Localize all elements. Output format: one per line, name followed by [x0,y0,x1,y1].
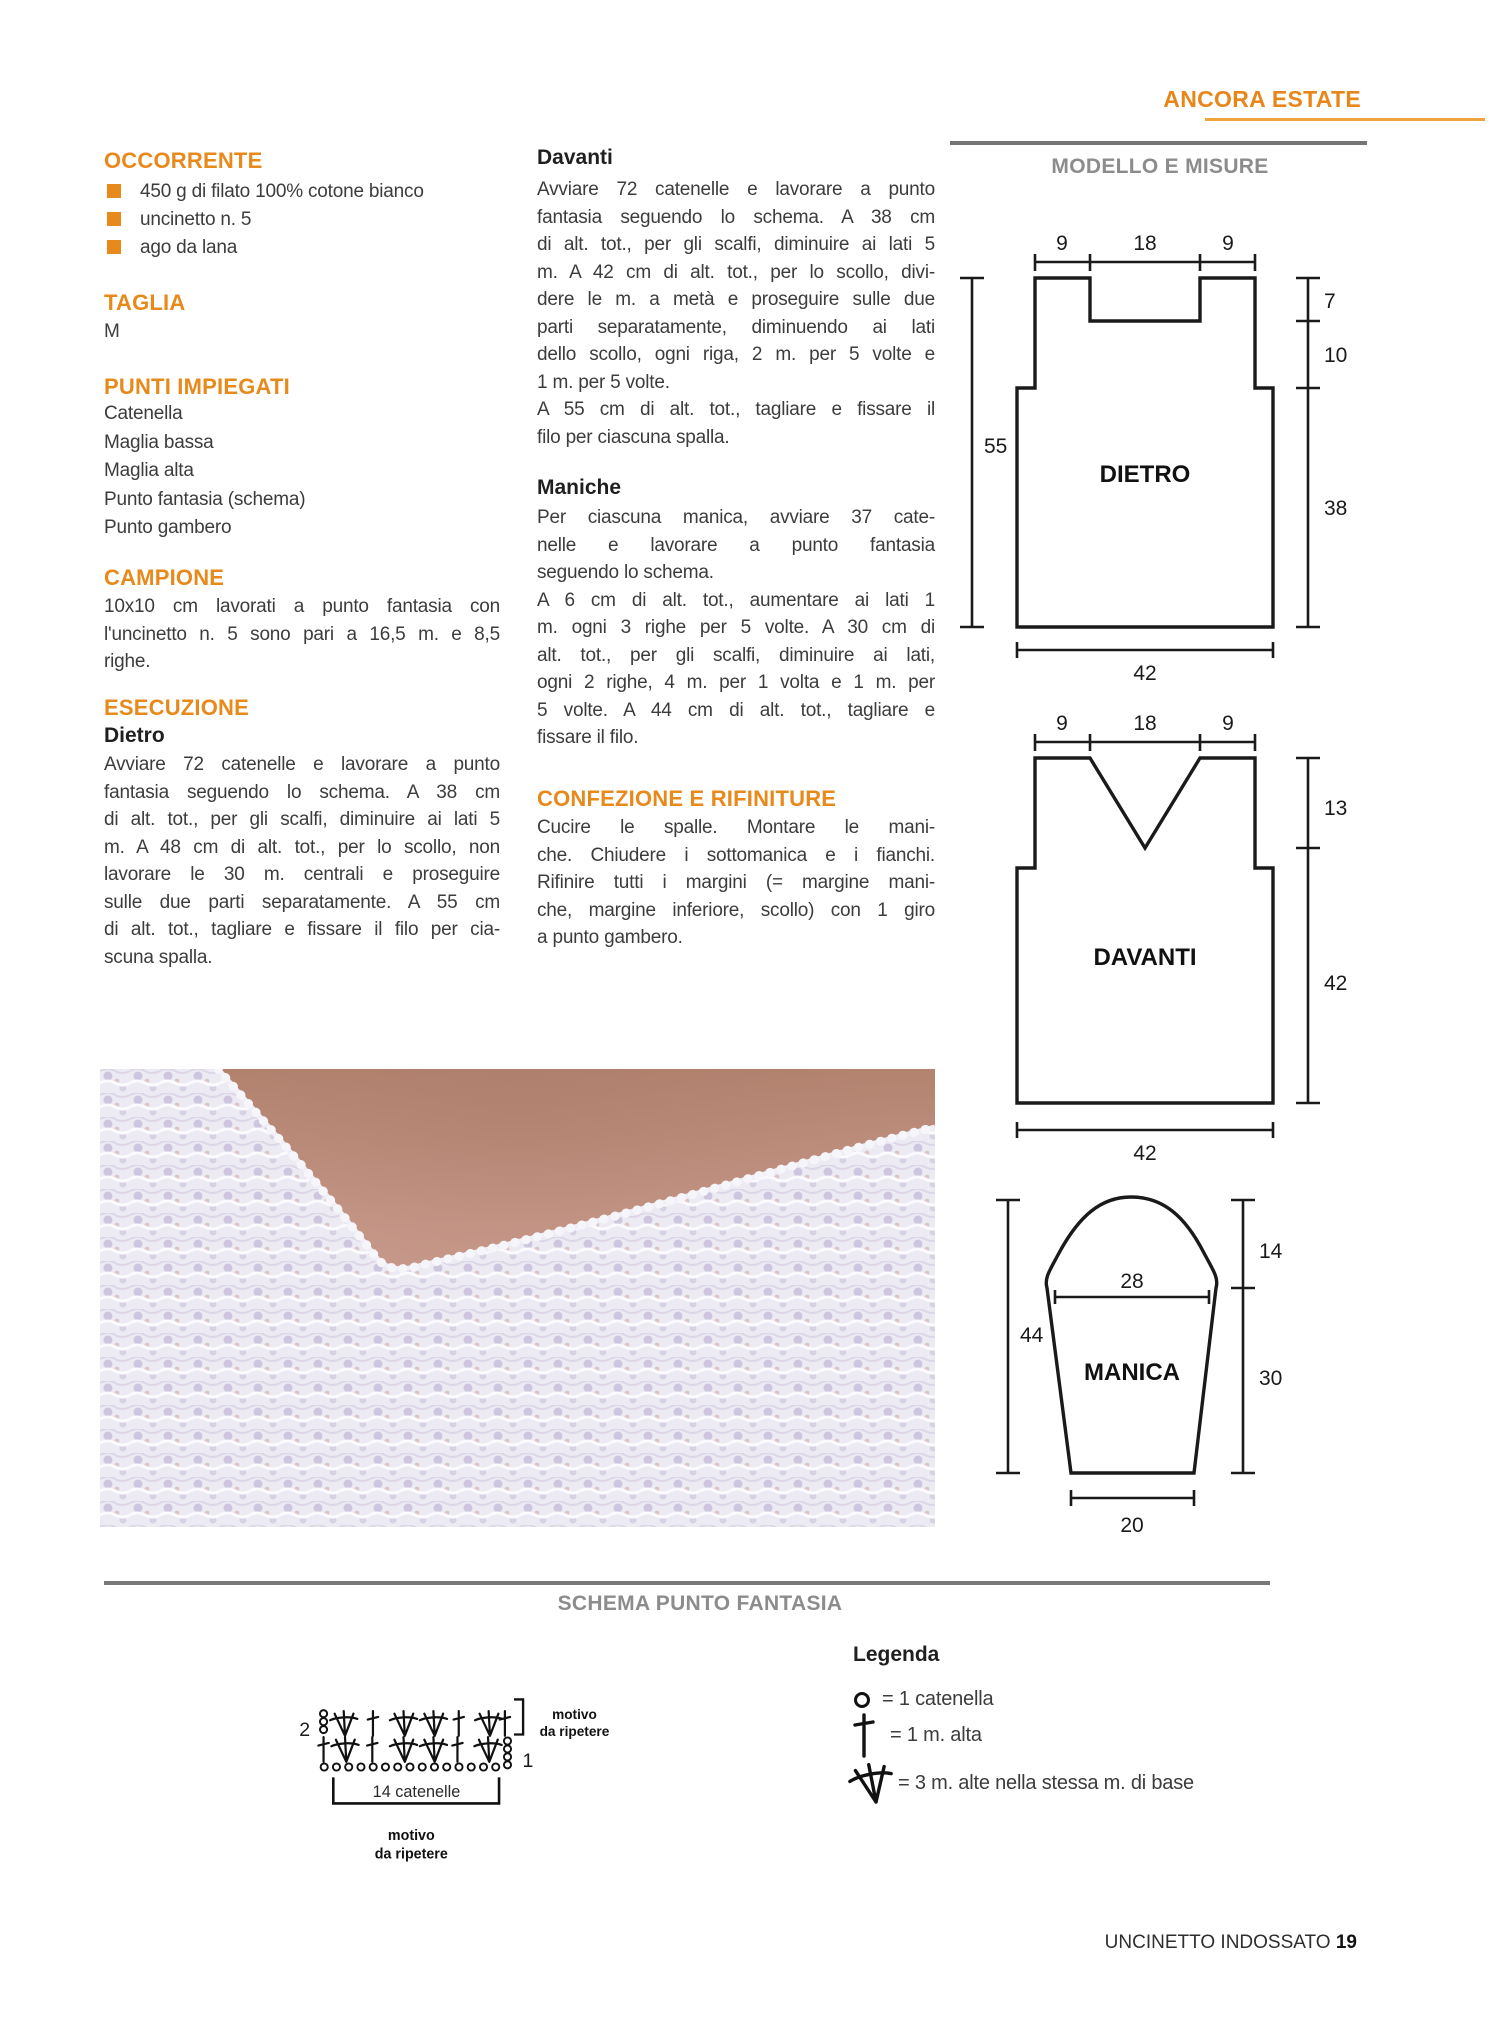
bullet-square-icon [107,184,121,198]
legend-text-treble: = 1 m. alta [890,1723,982,1746]
chain-symbol [406,1763,413,1770]
fan-symbol [390,1737,417,1762]
list-item [107,234,507,262]
list-item-label: Catenella [104,403,183,424]
page-kicker: ANCORA ESTATE [1163,86,1361,112]
list-item-label: Maglia alta [104,460,194,482]
text-line: 1 m. per 5 volte. [537,371,670,393]
schema-title: SCHEMA PUNTO FANTASIA [557,1592,843,1615]
text-line: Per ciascuna manica, avviare 37 cate- [537,507,935,528]
text-line: righe. [104,651,151,672]
fan-symbol [420,1711,447,1736]
text-line: A 6 cm di alt. tot., aumentare ai lati 1 [537,589,935,611]
fan-symbol [474,1737,501,1762]
text-line: dere le m. a metà e proseguire sulle due [537,289,935,310]
foundation-label: 14 catenelle [372,1782,461,1801]
text-line: alt. tot., per gli scalfi, diminuire ai lati, [537,644,935,666]
garment-schematics [940,130,1500,1560]
stitch-chart [280,1620,800,1940]
legend-item-chain [851,1688,993,1711]
dc-symbol [500,1711,510,1736]
fan-symbol [330,1711,357,1736]
chain-symbol [345,1763,352,1770]
dietro-dim-height: 55 [984,435,1008,458]
crochet-neckline-photo [100,1069,935,1527]
dc-symbol [368,1711,378,1736]
turning-chain-symbol [504,1761,511,1768]
heading-punti-impiegati: PUNTI IMPIEGATI [104,374,290,399]
chain-symbol [394,1763,401,1770]
turning-chain-symbol [320,1710,327,1717]
text-line: filo per ciascuna spalla. [537,426,730,448]
heading-campione: CAMPIONE [104,565,225,590]
dietro-dim-neckdrop: 7 [1324,290,1336,313]
text-line: fantasia seguendo lo schema. A 38 cm [537,206,935,228]
text-line: 10x10 cm lavorati a punto fantasia con [104,596,500,617]
dietro-measure-lines [960,254,1320,658]
text-line: a punto gambero. [537,927,683,948]
chain-icon [851,1689,873,1711]
dietro-outline [1017,278,1273,627]
davanti-dim-body: 42 [1324,972,1348,995]
list-item [104,400,500,429]
text-line: sulle due parti separatamente. A 55 cm [104,891,500,913]
list-item [104,457,500,486]
subheading-dietro: Dietro [104,724,165,747]
davanti-dim-shoulder-left: 9 [1056,712,1068,735]
text-line: lavorare le 30 m. centrali e proseguire [104,864,500,885]
dc-symbol [318,1737,328,1762]
list-item [104,514,500,543]
manica-dim-under: 30 [1259,1367,1283,1390]
text-line: ogni 2 righe, 4 m. per 1 volta e 1 m. per [537,672,935,693]
text-line: che. Chiudere i sottomanica e i fianchi. [537,844,935,866]
chain-symbol [419,1763,426,1770]
heading-confezione: CONFEZIONE E RIFINITURE [537,786,837,811]
text-line: che, margine inferiore, scollo) con 1 giro [537,899,935,921]
dietro-dim-yoke: 10 [1324,344,1348,367]
repeat-bracket [514,1699,523,1734]
text-line: m. ogni 3 righe per 5 volte. A 30 cm di [537,617,935,638]
repeat-bottom-line1: motivo [387,1827,435,1844]
text-line: Avviare 72 catenelle e lavorare a punto [537,179,935,200]
subheading-davanti: Davanti [537,146,613,169]
confezione-paragraph [537,814,935,952]
list-item-label: Punto gambero [104,517,232,539]
dietro-label: DIETRO [1099,461,1191,488]
text-line: nelle e lavorare a punto fantasia [537,534,935,556]
chain-symbol [333,1763,340,1770]
text-line: di alt. tot., per gli scalfi, diminuire ai lati 5 [104,809,500,830]
dietro-dim-shoulder-left: 9 [1056,232,1068,255]
fan-symbol [475,1711,502,1736]
bullet-square-icon [107,212,121,226]
list-item-label: uncinetto n. 5 [140,209,252,230]
manica-dim-height: 44 [1020,1324,1044,1347]
occorrente-list [107,178,507,262]
text-line: dello scollo, ogni riga, 2 m. per 5 volte e [537,344,935,365]
treble-icon [849,1712,879,1758]
davanti-label: DAVANTI [1093,944,1197,971]
turning-chain-symbol [504,1737,511,1744]
repeat-side-line2: da ripetere [539,1723,610,1739]
heading-taglia: TAGLIA [104,290,186,315]
heading-occorrente: OCCORRENTE [104,148,263,173]
text-line: parti separatamente, diminuendo ai lati [537,316,935,338]
text-line: 5 volte. A 44 cm di alt. tot., tagliare e [537,699,935,721]
davanti-dim-shoulder-right: 9 [1222,712,1234,735]
dc-symbol [454,1711,464,1736]
chain-symbol [443,1763,450,1770]
taglia-value: M [104,321,120,342]
fan-icon [846,1760,894,1806]
maniche-paragraph [537,504,935,752]
manica-measure-lines [996,1200,1255,1506]
text-line: scuna spalla. [104,946,213,968]
text-line: Avviare 72 catenelle e lavorare a punto [104,754,500,775]
chain-symbol [370,1763,377,1770]
list-item-label: Punto fantasia (schema) [104,488,306,510]
chain-symbol [455,1763,462,1770]
modello-title: MODELLO E MISURE [1051,155,1269,178]
text-line: l'uncinetto n. 5 sono pari a 16,5 m. e 8,5 [104,623,500,645]
subheading-maniche: Maniche [537,476,622,499]
fan-symbol [390,1711,417,1736]
legend-item-treble [849,1712,982,1758]
text-line: m. A 42 cm di alt. tot., per lo scollo, divi- [537,261,935,283]
text-line: Rifinire tutti i margini (= margine mani- [537,872,935,893]
chain-symbol [431,1763,438,1770]
fan-symbol [331,1737,358,1762]
text-line: fissare il filo. [537,727,639,748]
text-line: Cucire le spalle. Montare le mani- [537,817,935,838]
manica-dim-cuff: 20 [1120,1514,1144,1537]
manica-label: MANICA [1084,1359,1180,1386]
chart-row1-number: 1 [522,1750,534,1772]
list-item [104,429,500,458]
davanti-dim-width: 42 [1133,1142,1157,1165]
davanti-outline [1017,758,1273,1103]
manica-dim-topwidth: 28 [1120,1270,1144,1293]
repeat-side-line1: motivo [552,1706,597,1722]
page-footer [1105,1932,1357,1954]
dc-symbol [367,1737,377,1762]
text-line: seguendo lo schema. [537,562,714,583]
text-line: m. A 48 cm di alt. tot., per lo scollo, non [104,836,500,858]
chain-symbol [468,1763,475,1770]
legend-title: Legenda [853,1643,940,1666]
turning-chain-symbol [504,1745,511,1752]
fan-symbol [420,1737,447,1762]
chain-symbol [382,1763,389,1770]
list-item-label: 450 g di filato 100% cotone bianco [140,181,424,202]
dietro-dim-body: 38 [1324,497,1348,520]
chain-symbol [492,1763,499,1770]
davanti-dim-neck: 18 [1133,712,1157,735]
list-item-label: Maglia bassa [104,431,214,453]
dietro-dim-neck: 18 [1133,232,1157,255]
chain-symbol [321,1763,328,1770]
dc-symbol [452,1737,462,1762]
turning-chain-symbol [320,1726,327,1733]
heading-esecuzione: ESECUZIONE [104,695,250,720]
text-line: A 55 cm di alt. tot., tagliare e fissare il [537,399,935,420]
turning-chain-symbol [504,1753,511,1760]
list-item [107,178,507,206]
davanti-dim-vdepth: 13 [1324,797,1348,820]
dietro-dim-width: 42 [1133,662,1157,685]
list-item [107,206,507,234]
chain-symbol [357,1763,364,1770]
text-line: di alt. tot., per gli scalfi, diminuire ai lati 5 [537,234,935,255]
chart-row2-number: 2 [299,1718,311,1741]
legend-text-fan: = 3 m. alte nella stessa m. di base [898,1771,1194,1794]
footer-page-number: 19 [1335,1932,1357,1953]
list-item-label: ago da lana [140,237,238,258]
manica-dim-cap: 14 [1259,1240,1283,1263]
legend-text-chain: = 1 catenella [882,1688,994,1710]
dietro-dim-shoulder-right: 9 [1222,232,1234,255]
davanti-paragraph [537,176,935,451]
text-line: fantasia seguendo lo schema. A 38 cm [104,781,500,803]
legend-item-fan [846,1760,1194,1806]
modello-rule [950,141,1367,145]
text-line: di alt. tot., tagliare e fissare il filo per cia- [104,919,500,940]
list-item [104,486,500,515]
chain-symbol [480,1763,487,1770]
manica-outline [1046,1197,1217,1473]
bullet-square-icon [107,240,121,254]
dietro-paragraph [104,751,500,971]
schema-rule [104,1581,1270,1585]
chart-symbols [318,1710,511,1770]
kicker-rule [1205,118,1485,121]
footer-magazine: UNCINETTO INDOSSATO [1104,1932,1331,1953]
repeat-bottom-line2: da ripetere [374,1846,448,1863]
turning-chain-symbol [320,1718,327,1725]
campione-paragraph [104,593,500,676]
punti-list [104,400,500,543]
